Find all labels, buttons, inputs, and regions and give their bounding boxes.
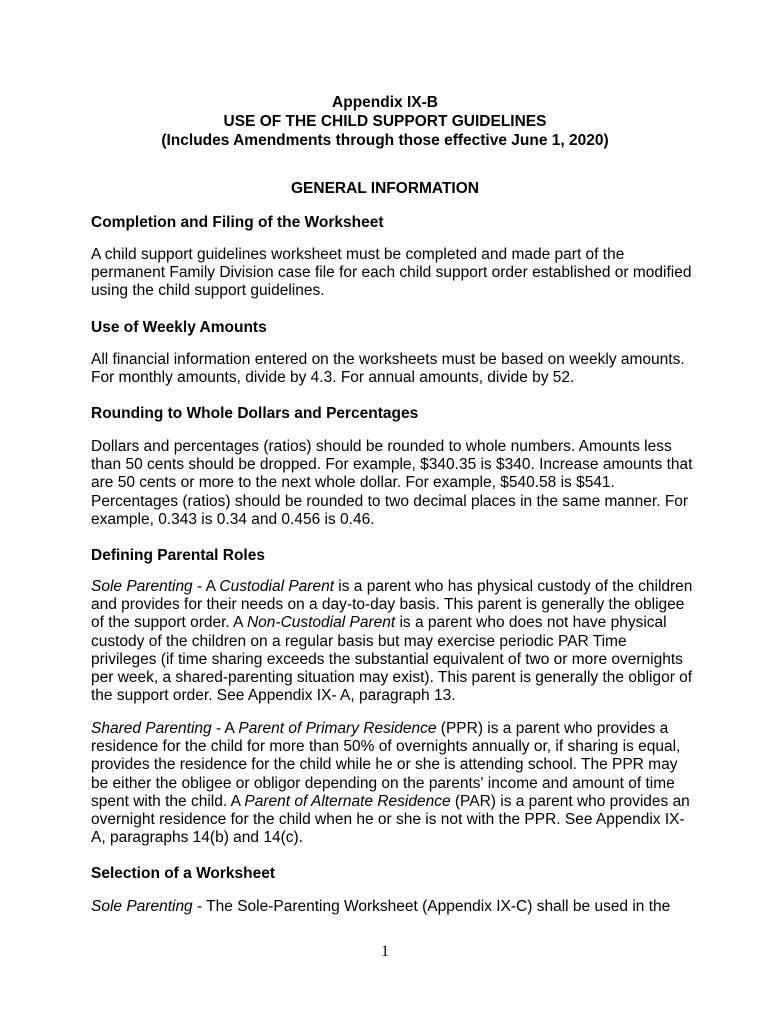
paragraph-weekly	[91, 351, 691, 387]
section-title: GENERAL INFORMATION	[290, 180, 479, 197]
text-fragment: - A	[192, 578, 220, 595]
paragraph-sole-parenting	[91, 578, 691, 705]
text-line: the support order. See Appendix IX- A, paragraph 13.	[91, 687, 456, 705]
text-line: than 50 cents should be dropped. For example, $340.35 is $340. Increase amounts that	[91, 456, 693, 474]
term-custodial-parent: Custodial Parent	[219, 578, 334, 595]
heading-completion: Completion and Filing of the Worksheet	[91, 214, 384, 231]
text-line	[91, 898, 691, 916]
text-line	[91, 578, 691, 596]
term-sole-parenting: Sole Parenting	[91, 898, 193, 915]
term-shared-parenting: Shared Parenting	[91, 720, 212, 737]
term-parent-alternate-residence: Parent of Alternate Residence	[244, 792, 451, 810]
term-parent-primary-residence: Parent of Primary Residence	[238, 720, 437, 737]
text-line: residence for the child for more than 50% of overnights annually or, if sharing is equal,	[91, 738, 681, 756]
text-line: and provides for their needs on a day-to-day basis. This parent is generally the obligee	[91, 596, 685, 614]
text-line: using the child support guidelines.	[91, 282, 325, 300]
paragraph-shared-parenting	[91, 720, 691, 847]
paragraph-rounding	[91, 438, 691, 529]
document-title: USE OF THE CHILD SUPPORT GUIDELINES	[223, 113, 547, 130]
text-fragment: spent with the child. A	[91, 792, 245, 810]
text-fragment: - The Sole-Parenting Worksheet (Appendix IX-C) shall be used in the	[192, 898, 671, 915]
text-line: provides the residence for the child while he or she is attending school. The PPR may	[91, 756, 678, 774]
text-line: example, 0.343 is 0.34 and 0.456 is 0.46.	[91, 510, 375, 528]
text-line: For monthly amounts, divide by 4.3. For annual amounts, divide by 52.	[91, 369, 575, 387]
text-line: Dollars and percentages (ratios) should be rounded to whole numbers. Amounts less	[91, 438, 672, 455]
text-line: Percentages (ratios) should be rounded to two decimal places in the same manner. For	[91, 492, 689, 510]
text-line: A, paragraphs 14(b) and 14(c).	[91, 829, 303, 847]
text-fragment: of the support order. A	[91, 614, 247, 632]
heading-selection: Selection of a Worksheet	[91, 865, 276, 882]
text-line: All financial information entered on the worksheets must be based on weekly amounts.	[91, 351, 685, 368]
document-header	[0, 93, 770, 150]
text-fragment: is a parent who does not have physical	[395, 614, 667, 632]
text-line	[91, 614, 691, 632]
text-line: custody of the children on a regular basis but may exercise periodic PAR Time	[91, 632, 627, 650]
text-fragment: (PPR) is a parent who provides a	[436, 720, 669, 737]
text-line: per week, a shared-parenting situation may exist). This parent is generally the obligor of	[91, 669, 693, 687]
text-line: be either the obligee or obligor depending on the parents' income and amount of time	[91, 774, 675, 792]
text-line: permanent Family Division case file for each child support order established or modified	[91, 264, 692, 282]
heading-weekly: Use of Weekly Amounts	[91, 319, 267, 336]
text-fragment: (PAR) is a parent who provides an	[450, 792, 690, 810]
appendix-label: Appendix IX-B	[332, 94, 438, 111]
text-line	[91, 720, 691, 738]
text-fragment: - A	[211, 720, 239, 737]
text-fragment: is a parent who has physical custody of the children	[334, 578, 693, 595]
text-line: privileges (if time sharing exceeds the substantial equivalent of two or more overnights	[91, 650, 683, 668]
text-line: are 50 cents or more to the next whole dollar. For example, $540.58 is $541.	[91, 474, 615, 492]
heading-rounding: Rounding to Whole Dollars and Percentages	[91, 405, 419, 422]
paragraph-completion	[91, 246, 691, 301]
paragraph-selection	[91, 898, 691, 916]
term-sole-parenting: Sole Parenting	[91, 578, 193, 595]
text-line: overnight residence for the child when he or she is not with the PPR. See Appendix IX-	[91, 811, 685, 829]
page-number: 1	[381, 943, 389, 960]
heading-roles: Defining Parental Roles	[91, 547, 265, 564]
text-line	[91, 793, 691, 811]
document-subtitle: (Includes Amendments through those effective June 1, 2020)	[161, 132, 609, 149]
term-non-custodial-parent: Non-Custodial Parent	[246, 614, 396, 632]
text-line: A child support guidelines worksheet must be completed and made part of the	[91, 246, 625, 263]
